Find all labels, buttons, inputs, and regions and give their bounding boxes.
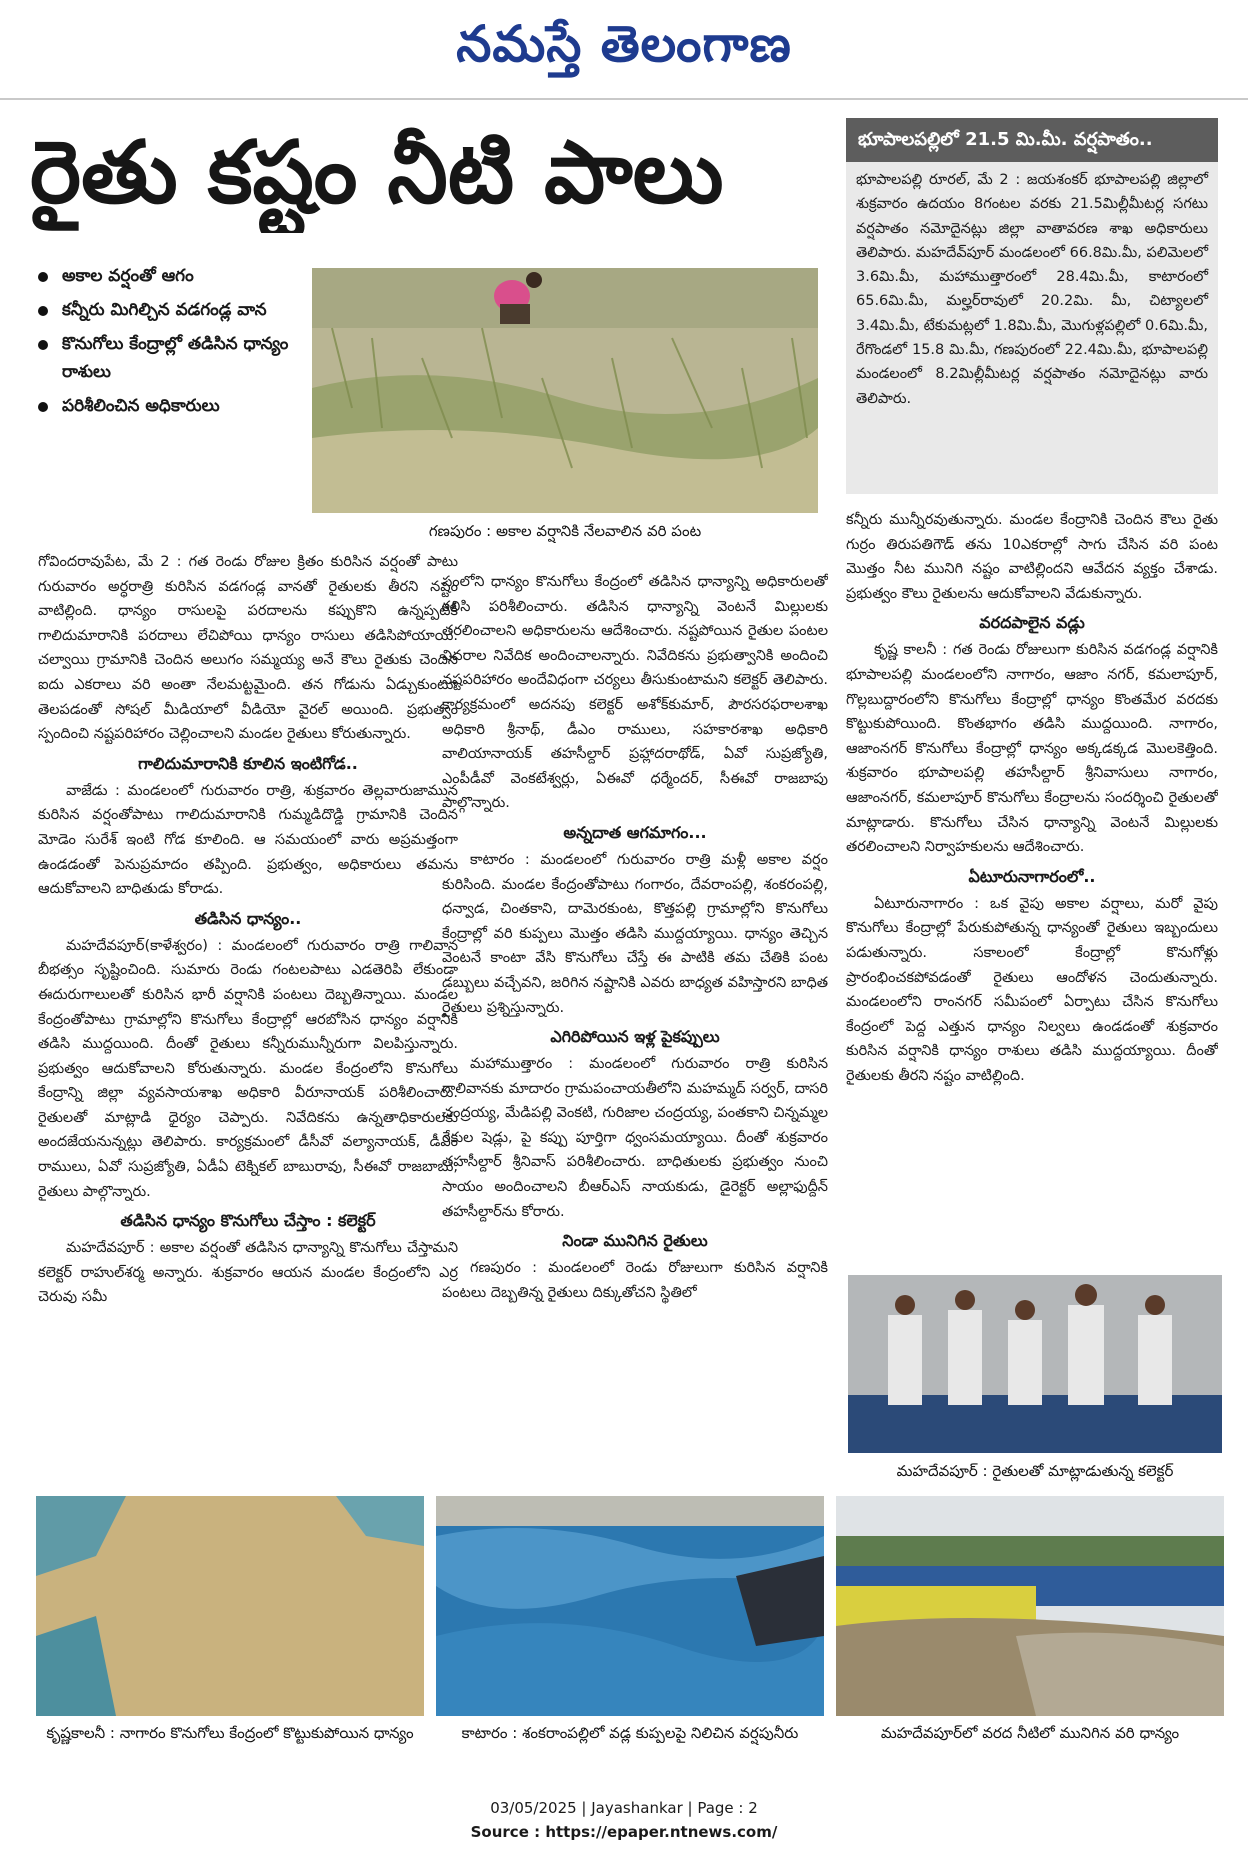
col3-para-1: కన్నీరు మున్నీరవుతున్నారు. మండల కేంద్రానికి చెందిన కౌలు రైతు గుర్రం తిరుపతిగౌడ్ తను 10ఎకరాల్లో సాగు చేసిన వరి పంట మొత్తం నీట మునిగి నష్టం వాటిల్లిందని ఆవేదన వ్యక్తం చేశాడు. ప్రభుత్వం కౌలు రైతులను ఆదుకోవాలని వేడుకున్నారు.	[846, 512, 1218, 602]
headline: రైతు కష్టం నీటి పాలు	[30, 123, 724, 223]
collector-photo	[848, 1275, 1222, 1453]
tarpaulin-photo	[436, 1496, 824, 1716]
newspaper-logo: నమస్తే తెలంగాణ	[456, 14, 792, 73]
col2-para-2: కాటారం : మండలంలో గురువారం రాత్రి మళ్లీ అకాల వర్షం కురిసింది. మండల కేంద్రంతోపాటు గంగారం, దేవరాంపల్లి, శంకరంపల్లి, ధన్వాడ, చింతకాని, దామెరకుంట, కొత్తపల్లి గ్రామాల్లోని కొనుగోలు కేంద్రాల్లో వరి కుప్పలు మొత్తం తడిసి ముద్దయ్యాయి. ధాన్యం తెచ్చిన వెంటనే కాంటా వేసి కొనుగోలు చేస్తే ఈ పాటికి తమ చేతికి పంట డబ్బులు వచ్చేవని, జరిగిన నష్టానికి ఎవరు బాధ్యత వహిస్తారని బాధిత రైతులు ప్రశ్నిస్తున్నారు.	[442, 851, 828, 1016]
bullet-list	[36, 262, 306, 426]
washed-grain-image	[36, 1496, 424, 1716]
collector-photo-caption: మహదేవపూర్ : రైతులతో మాట్లాడుతున్న కలెక్టర్	[896, 1462, 1174, 1480]
col2-para-3: మహాముత్తారం : మండలంలో గురువారం రాత్రి కురిసిన గాలివానకు మాదారం గ్రామపంచాయతీలోని మహమ్మద్ సర్వర్, దాసరి చంద్రయ్య, మేడిపల్లి వెంకటి, గురిజాల చంద్రయ్య, పంతకాని చిన్నమ్మల రేకుల షెడ్లు, పై కప్పు పూర్తిగా ధ్వంసమయ్యాయి. దీంతో శుక్రవారం తహసీల్దార్ శ్రీనివాస్ పరిశీలించారు. బాధితులకు ప్రభుత్వం నుంచి సాయం అందించాలని బీఆర్‌ఎస్ నాయకుడు, డైరెక్టర్ అల్లాఫుద్దీన్ తహసీల్దార్‌ను కోరారు.	[442, 1056, 828, 1220]
col3-subhead-3: ఏటూరునాగారంలో..	[968, 866, 1096, 886]
washed-grain-photo	[36, 1496, 424, 1716]
col3-para-3: ఏటూరునాగారం : ఒక వైపు అకాల వర్షాలు, మరో వైపు కొనుగోలు కేంద్రాల్లో పేరుకుపోతున్న ధాన్యంతో రైతులు ఇబ్బందులు పడుతున్నారు. సకాలంలో కేంద్రాల్లో కొనుగోళ్లు ప్రారంభించకపోవడంతో రైతులు ఆందోళన చెందుతున్నారు. మండలంలోని రాంనగర్ సమీపంలో ఏర్పాటు చేసిన కొనుగోలు కేంద్రంలో పెద్ద ఎత్తున ధాన్యం నిల్వలు ఉండడంతో శుక్రవారం కురిసిన వర్షానికి ధాన్యం రాశులు తడిసి ముద్దయ్యాయి. దీంతో రైతులకు తీరని నష్టం వాటిల్లింది.	[846, 895, 1218, 1084]
col1-para-4: మహదేవపూర్ : అకాల వర్షంతో తడిసిన ధాన్యాన్ని కొనుగోలు చేస్తామని కలెక్టర్ రాహుల్‌శర్మ అన్నారు. శుక్రవారం ఆయన మండల కేంద్రంలోని ఎర్ర చెరువు సమీ	[38, 1240, 458, 1306]
masthead	[0, 0, 1248, 100]
rainfall-sidebox	[846, 118, 1218, 494]
column-1	[38, 550, 458, 1492]
column-2	[442, 570, 828, 1492]
col2-para-4: గణపురం : మండలంలో రెండు రోజులుగా కురిసిన వర్షానికి పంటలు దెబ్బతిన్న రైతులు దిక్కుతోచని స్థితిలో	[442, 1260, 828, 1301]
footer-date-edition: 03/05/2025 | Jayashankar | Page : 2	[490, 1799, 758, 1817]
collector-image	[848, 1275, 1222, 1453]
tarpaulin-image	[436, 1496, 824, 1716]
sidebox-title: భూపాలపల్లిలో 21.5 మి.మీ. వర్షపాతం..	[846, 118, 1218, 162]
col1-para-2: వాజేడు : మండలంలో గురువారం రాత్రి, శుక్రవారం తెల్లవారుజామున కురిసిన వర్షంతోపాటు గాలిదుమారానికి గుమ్మడిదొడ్డి గ్రామానికి చెందిన మోడెం సురేశ్ ఇంటి గోడ కూలింది. ఆ సమయంలో వారు అప్రమత్తంగా ఉండడంతో పెనుప్రమాదం తప్పింది. ప్రభుత్వం, అధికారులు తమను ఆదుకోవాలని బాధితుడు కోరాడు.	[38, 782, 458, 898]
paddy-field-photo	[312, 268, 818, 513]
flooded-grain-photo	[836, 1496, 1224, 1716]
col1-subhead-2: గాలిదుమారానికి కూలిన ఇంటిగోడ..	[138, 753, 358, 773]
paddy-field-image	[312, 268, 818, 513]
footer-source: Source : https://epaper.ntnews.com/	[470, 1823, 778, 1841]
col1-subhead-3: తడిసిన ధాన్యం..	[194, 908, 302, 928]
column-3	[846, 508, 1218, 1274]
bottom-mid-caption: కాటారం : శంకరాంపల్లిలో వడ్ల కుప్పలపై నిలిచిన వర్షపునీరు	[461, 1724, 799, 1742]
col1-subhead-4: తడిసిన ధాన్యం కొనుగోలు చేస్తాం : కలెక్టర్	[120, 1211, 376, 1231]
top-photo-caption: గణపురం : అకాల వర్షానికి నేలవాలిన వరి పంట	[428, 522, 702, 540]
col1-para-3: మహదేవపూర్(కాళేశ్వరం) : మండలంలో గురువారం రాత్రి గాలివాన బీభత్సం సృష్టించింది. సుమారు రెండు గంటలపాటు ఎడతెరిపి లేకుండా ఈదురుగాలులతో కురిసిన భారీ వర్షానికి పంటలు దెబ్బతిన్నాయి. మండల కేంద్రంతోపాటు గ్రామాల్లోని కొనుగోలు కేంద్రాల్లో ఆరబోసిన ధాన్యం వర్షానికి తడిసి ముద్దయింది. దీంతో రైతులు కన్నీరుమున్నీరుగా విలపిస్తున్నారు. ప్రభుత్వం ఆదుకోవాలని కోరుతున్నారు. మండల కేంద్రంలోని కొనుగోలు కేంద్రాన్ని జిల్లా వ్యవసాయశాఖ అధికారి వీరూనాయక్ పరిశీలించారు. రైతులతో మాట్లాడి ధైర్యం చెప్పారు. నివేదికను ఉన్నతాధికారులకు అందజేయనున్నట్లు తెలిపారు. కార్యక్రమంలో డీసీవో వల్యానాయక్, డీఎం రాములు, ఏవో సుప్రజ్యోతి, ఏడీఏ టెక్నికల్ బాబురావు, సీఈవో రాజబాబు, రైతులు పాల్గొన్నారు.	[38, 937, 458, 1200]
bottom-right-caption: మహదేవపూర్‌లో వరద నీటిలో మునిగిన వరి ధాన్యం	[880, 1724, 1180, 1742]
bullet-item: పరిశీలించిన అధికారులు	[36, 392, 306, 420]
col2-subhead-4: నిండా మునిగిన రైతులు	[562, 1231, 708, 1251]
sidebox-body: భూపాలపల్లి రూరల్, మే 2 : జయశంకర్ భూపాలపల్లి జిల్లాలో శుక్రవారం ఉదయం 8గంటల వరకు 21.5మిల్లీమీటర్ల సగటు వర్షపాతం నమోదైనట్లు జిల్లా వాతావరణ శాఖ అధికారులు తెలిపారు. మహదేవ్‌పూర్ మండలంలో 66.8మి.మీ, పలిమెలలో 3.6మి.మీ, మహాముత్తారంలో 28.4మి.మీ, కాటారంలో 65.6మి.మీ, మల్హర్‌రావులో 20.2మి. మీ, చిట్యాలలో 3.4మి.మీ, టేకుమట్లలో 1.8మి.మీ, మొగుళ్లపల్లిలో 0.6మి.మీ, రేగొండలో 15.8 మి.మీ, గణపురంలో 22.4మి.మీ, భూపాలపల్లి మండలంలో 8.2మిల్లీమీటర్ల వర్షపాతం నమోదైనట్లు వారు తెలిపారు.	[856, 172, 1208, 407]
col3-subhead-2: వరదపాలైన వడ్లు	[979, 613, 1085, 633]
col2-subhead-2: అన్నదాత ఆగమాగం...	[563, 822, 707, 842]
page-footer	[0, 1796, 1248, 1844]
col2-subhead-3: ఎగిరిపోయిన ఇళ్ల పైకప్పులు	[550, 1027, 720, 1047]
bullet-item: కన్నీరు మిగిల్చిన వడగండ్ల వాన	[36, 296, 306, 324]
col3-para-2: కృష్ణ కాలనీ : గత రెండు రోజులుగా కురిసిన వడగండ్ల వర్షానికి భూపాలపల్లి మండలంలోని నాగారం, ఆజాం నగర్, కమలాపూర్, గొల్లబుద్దారంలోని కొనుగోలు కేంద్రాల్లో ధాన్యం కొంతమేర వరదకు కొట్టుకుపోయింది. కొంతభాగం తడిసి ముద్దయింది. నాగారం, ఆజాంనగర్ కొనుగోలు కేంద్రాల్లో ధాన్యం అక్కడక్కడ మొలకెత్తింది. శుక్రవారం భూపాలపల్లి తహసీల్దార్ శ్రీనివాసులు నాగారం, ఆజాంనగర్, కమలాపూర్ కొనుగోలు కేంద్రాలను సందర్శించి రైతులతో మాట్లాడారు. కొనుగోలు చేసిన ధాన్యాన్ని వెంటనే మిల్లులకు తరలించాలని నిర్వాహకులను ఆదేశించారు.	[846, 642, 1218, 856]
flooded-grain-image	[836, 1496, 1224, 1716]
bottom-left-caption: కృష్ణకాలనీ : నాగారం కొనుగోలు కేంద్రంలో కొట్టుకుపోయిన ధాన్యం	[46, 1724, 414, 1742]
col1-para-1: గోవిందరావుపేట, మే 2 : గత రెండు రోజుల క్రితం కురిసిన వర్షంతో పాటు గురువారం అర్ధరాత్రి కురిసిన వడగండ్ల వానతో రైతులకు తీరని నష్టం వాటిల్లింది. ధాన్యం రాసులపై పరదాలను కప్పుకొని ఉన్నప్పటికీ గాలిదుమారానికి పరదాలు లేచిపోయి ధాన్యం రాసులు తడిసిపోయాయి. చల్వాయి గ్రామానికి చెందిన అలుగం సమ్మయ్య అనే కౌలు రైతుకు చెందిన ఐదు ఎకరాలు వరి అంతా నేలమట్టమైంది. తన గోడును ఏడ్చుకుంటూ తెలపడంతో సోషల్ మీడియాలో వీడియో వైరల్ అయింది. ప్రభుత్వం స్పందించి నష్టపరిహారం చెల్లించాలని మండల రైతులు కోరుతున్నారు.	[38, 554, 458, 743]
col2-para-1: పంలోని ధాన్యం కొనుగోలు కేంద్రంలో తడిసిన ధాన్యాన్ని అధికారులతో కలిసి పరిశీలించారు. తడిసిన ధాన్యాన్ని వెంటనే మిల్లులకు తరలించాలని అధికారులను ఆదేశించారు. నష్టపోయిన రైతుల పంటల వివరాల నివేదిక అందించాలన్నారు. నివేదికను ప్రభుత్వానికి అందించి నష్టపరిహారం అందేవిధంగా చర్యలు తీసుకుంటామని కలెక్టర్ తెలిపారు. కార్యక్రమంలో అదనపు కలెక్టర్ అశోక్‌కుమార్, పౌరసరఫరాలశాఖ అధికారి శ్రీనాథ్, డీఎం రాములు, సహకారశాఖ అధికారి వాలియానాయక్ తహసీల్దార్ ప్రహ్లాదరాథోడ్, ఏవో సుప్రజ్యోతి, ఎంపీడీవో వెంకటేశ్వర్లు, ఏఈవో ధర్మేందర్, సీఈవో రాజబాపు పాల్గొన్నారు.	[442, 574, 828, 812]
bullet-item: అకాల వర్షంతో ఆగం	[36, 262, 306, 290]
bullet-item: కొనుగోలు కేంద్రాల్లో తడిసిన ధాన్యం రాశులు	[36, 330, 306, 386]
